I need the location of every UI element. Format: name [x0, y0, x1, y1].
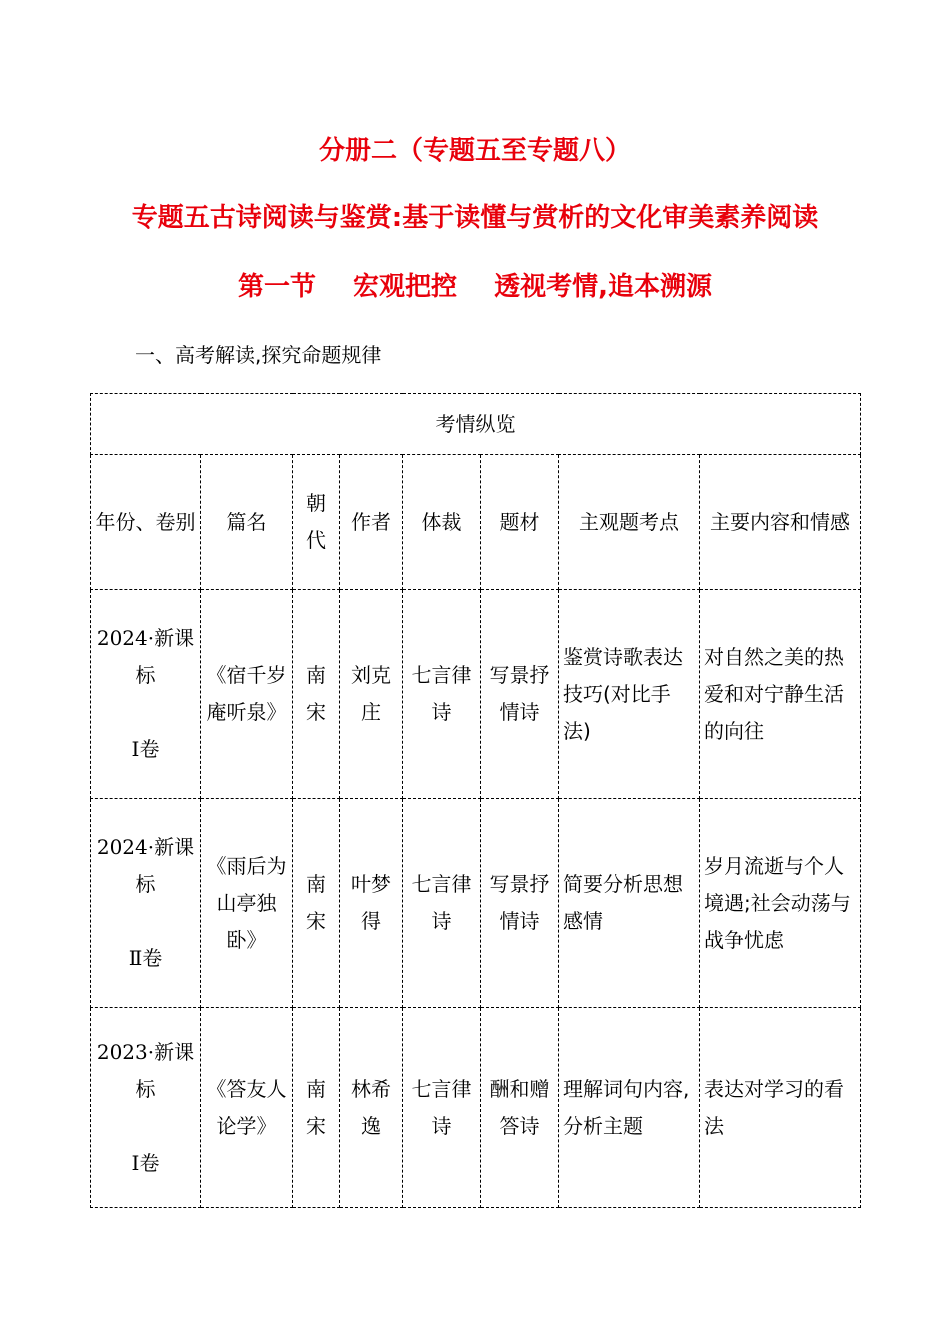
cell-title: 《答友人论学》 [201, 1008, 293, 1208]
exam-overview-table [90, 393, 861, 1208]
cell-year [91, 799, 201, 1008]
topic-title: 专题五古诗阅读与鉴赏:基于读懂与赏析的文化审美素养阅读 [131, 203, 819, 233]
header-dynasty: 朝代 [293, 455, 340, 590]
cell-genre: 七言律诗 [403, 590, 481, 799]
header-title: 篇名 [201, 455, 293, 590]
year-text: 2024·新课标 [96, 835, 195, 896]
cell-author: 刘克庄 [340, 590, 403, 799]
header-year: 年份、卷别 [91, 455, 201, 590]
section-title: 第一节 宏观把控 透视考情,追本溯源 [238, 272, 712, 302]
cell-content: 表达对学习的看法 [700, 1008, 861, 1208]
header-point: 主观题考点 [559, 455, 700, 590]
cell-title: 《雨后为山亭独卧》 [201, 799, 293, 1008]
volume-text: Ⅰ卷 [131, 737, 160, 761]
table-row [91, 590, 861, 799]
volume-text: Ⅰ卷 [131, 1150, 160, 1175]
cell-point: 简要分析思想感情 [559, 799, 700, 1008]
cell-dynasty: 南宋 [293, 590, 340, 799]
cell-subject: 酬和赠答诗 [481, 1008, 559, 1208]
volume-title: 分册二（专题五至专题八） [318, 136, 631, 166]
header-author: 作者 [340, 455, 403, 590]
cell-year [91, 1008, 201, 1208]
cell-author: 林希逸 [340, 1008, 403, 1208]
cell-genre: 七言律诗 [403, 1008, 481, 1208]
header-content: 主要内容和情感 [700, 455, 861, 590]
table-header-row [91, 455, 861, 590]
year-text: 2024·新课标 [96, 626, 195, 687]
cell-content: 岁月流逝与个人境遇;社会动荡与战争忧虑 [700, 799, 861, 1008]
section-heading: 一、高考解读,探究命题规律 [135, 343, 382, 367]
cell-subject: 写景抒情诗 [481, 799, 559, 1008]
cell-genre: 七言律诗 [403, 799, 481, 1008]
cell-dynasty: 南宋 [293, 1008, 340, 1208]
cell-subject: 写景抒情诗 [481, 590, 559, 799]
header-subject: 题材 [481, 455, 559, 590]
table-title: 考情纵览 [91, 394, 861, 455]
cell-point: 理解词句内容,分析主题 [559, 1008, 700, 1208]
volume-text: Ⅱ卷 [128, 946, 163, 970]
cell-dynasty: 南宋 [293, 799, 340, 1008]
header-genre: 体裁 [403, 455, 481, 590]
cell-content: 对自然之美的热爱和对宁静生活的向往 [700, 590, 861, 799]
cell-year [91, 590, 201, 799]
table-row [91, 799, 861, 1008]
table-row [91, 1008, 861, 1208]
cell-author: 叶梦得 [340, 799, 403, 1008]
year-text: 2023·新课标 [96, 1039, 195, 1101]
cell-point: 鉴赏诗歌表达技巧(对比手法) [559, 590, 700, 799]
cell-title: 《宿千岁庵听泉》 [201, 590, 293, 799]
